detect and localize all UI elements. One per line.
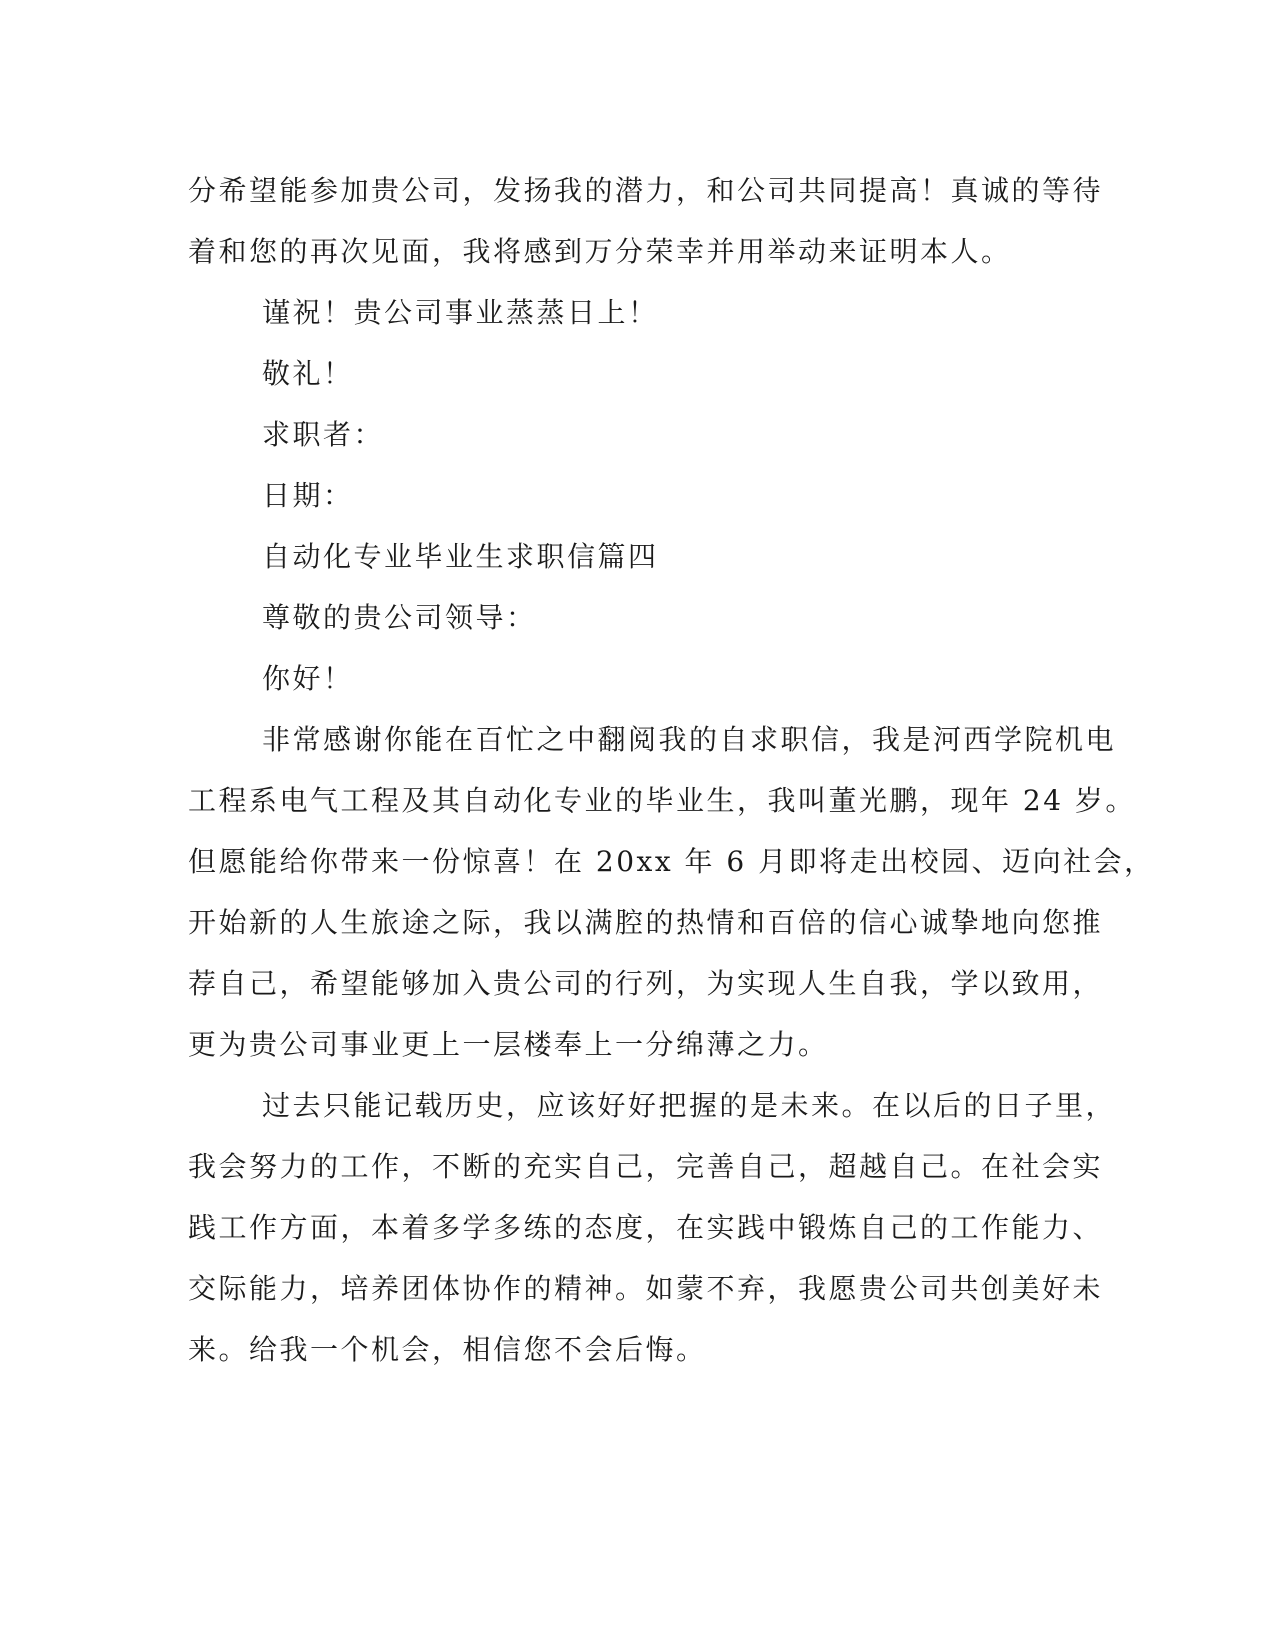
paragraph-line: 开始新的人生旅途之际，我以满腔的热情和百倍的信心诚挚地向您推: [188, 906, 1104, 939]
greeting: 你好！: [262, 662, 354, 695]
greeting-recipient: 尊敬的贵公司领导：: [262, 601, 537, 634]
salutation-close: 敬礼！: [262, 357, 354, 390]
section-title: 自动化专业毕业生求职信篇四: [262, 540, 659, 573]
paragraph-line: 分希望能参加贵公司，发扬我的潜力，和公司共同提高！真诚的等待: [188, 174, 1104, 207]
paragraph-line: 工程系电气工程及其自动化专业的毕业生，我叫董光鹏，现年 24 岁。: [188, 784, 1136, 817]
paragraph-line: 来。给我一个机会，相信您不会后悔。: [188, 1333, 707, 1366]
paragraph-line: 更为贵公司事业更上一层楼奉上一分绵薄之力。: [188, 1028, 829, 1061]
applicant-label: 求职者：: [262, 418, 385, 451]
date-label: 日期：: [262, 479, 354, 512]
paragraph-line: 荐自己，希望能够加入贵公司的行列，为实现人生自我，学以致用，: [188, 967, 1104, 1000]
paragraph-line: 但愿能给你带来一份惊喜！在 20xx 年 6 月即将走出校园、迈向社会，: [188, 845, 1155, 878]
paragraph-line: 交际能力，培养团体协作的精神。如蒙不弃，我愿贵公司共创美好未: [188, 1272, 1104, 1305]
paragraph-line: 非常感谢你能在百忙之中翻阅我的自求职信，我是河西学院机电: [262, 723, 1117, 756]
closing-wish: 谨祝！贵公司事业蒸蒸日上！: [262, 296, 659, 329]
paragraph-line: 着和您的再次见面，我将感到万分荣幸并用举动来证明本人。: [188, 235, 1012, 268]
paragraph-line: 过去只能记载历史，应该好好把握的是未来。在以后的日子里，: [262, 1089, 1117, 1122]
paragraph-line: 我会努力的工作，不断的充实自己，完善自己，超越自己。在社会实: [188, 1150, 1104, 1183]
paragraph-line: 践工作方面，本着多学多练的态度，在实践中锻炼自己的工作能力、: [188, 1211, 1104, 1244]
letter-body: [188, 160, 1155, 1380]
